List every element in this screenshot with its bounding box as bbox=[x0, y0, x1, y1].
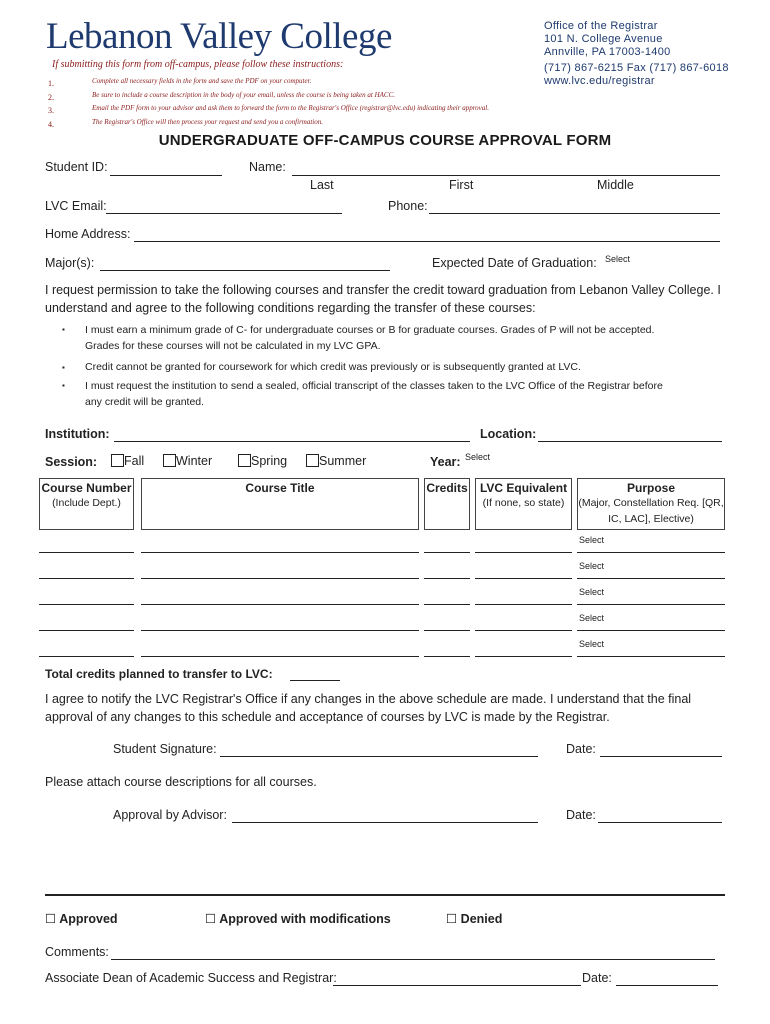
course-title-header bbox=[141, 478, 419, 530]
location-label: Location: bbox=[480, 427, 537, 441]
total-credits-field[interactable] bbox=[290, 680, 340, 681]
checkbox-icon[interactable] bbox=[306, 454, 319, 467]
session-option-label: Fall bbox=[124, 454, 145, 468]
signature-date-field[interactable] bbox=[600, 756, 722, 757]
session-option-label: Summer bbox=[319, 454, 367, 468]
instruction-number: 4. bbox=[48, 120, 54, 129]
dean-signature-field[interactable] bbox=[333, 985, 581, 986]
table-row bbox=[0, 587, 770, 628]
name-field[interactable] bbox=[292, 175, 720, 176]
course-title-field[interactable] bbox=[141, 578, 419, 579]
course-number-header-label: Course Number bbox=[41, 481, 132, 495]
course-number-field[interactable] bbox=[39, 578, 134, 579]
advisor-date-field[interactable] bbox=[598, 822, 722, 823]
course-title-field[interactable] bbox=[141, 552, 419, 553]
student-signature-field[interactable] bbox=[220, 756, 538, 757]
session-option-label: Spring bbox=[251, 454, 288, 468]
name-middle-caption: Middle bbox=[597, 178, 634, 192]
session-label: Session: bbox=[45, 455, 98, 469]
instruction-number: 1. bbox=[48, 79, 54, 88]
bullet-icon: ▪ bbox=[62, 325, 65, 334]
year-select[interactable]: Select bbox=[465, 452, 491, 462]
office-line: 101 N. College Avenue bbox=[544, 33, 663, 45]
registrar-office-address bbox=[544, 20, 729, 88]
session-option-label: Winter bbox=[176, 454, 213, 468]
student-signature-label: Student Signature: bbox=[113, 742, 217, 756]
dean-signature-label: Associate Dean of Academic Success and Registrar: bbox=[45, 971, 337, 985]
course-number-field[interactable] bbox=[39, 552, 134, 553]
request-paragraph: I request permission to take the following courses and transfer the credit toward graduation from Lebanon Valley College. I understand and agree to the following conditions regarding the transfer of these courses: bbox=[45, 283, 721, 315]
session-fall-option[interactable] bbox=[111, 454, 144, 468]
course-number-field[interactable] bbox=[39, 604, 134, 605]
section-divider bbox=[45, 894, 725, 896]
credits-field[interactable] bbox=[424, 578, 470, 579]
credits-header-label: Credits bbox=[426, 481, 468, 495]
instruction-text: Email the PDF form to your advisor and ask them to forward the form to the Registrar's Office (registrar@lvc.edu) indicating their approval. bbox=[92, 104, 489, 112]
course-number-field[interactable] bbox=[39, 656, 134, 657]
course-title-field[interactable] bbox=[141, 604, 419, 605]
purpose-field[interactable] bbox=[577, 656, 725, 657]
lvc-equivalent-field[interactable] bbox=[475, 604, 572, 605]
signature-date-label: Date: bbox=[566, 742, 596, 756]
bullet-icon: ▪ bbox=[62, 381, 65, 390]
condition-text: I must request the institution to send a sealed, official transcript of the classes taken to the LVC Office of the Registrar before any credit will be granted. bbox=[85, 380, 663, 408]
purpose-header bbox=[577, 478, 725, 530]
instruction-text: The Registrar's Office will then process your request and send you a confirmation. bbox=[92, 118, 323, 126]
phone-label: Phone: bbox=[388, 199, 428, 213]
bullet-icon: ▪ bbox=[62, 363, 65, 372]
lvc-equivalent-header-label: LVC Equivalent bbox=[479, 481, 568, 495]
email-field[interactable] bbox=[106, 213, 342, 214]
instruction-number: 2. bbox=[48, 93, 54, 102]
course-title-field[interactable] bbox=[141, 630, 419, 631]
form-title: UNDERGRADUATE OFF-CAMPUS COURSE APPROVAL FORM bbox=[158, 132, 612, 149]
checkbox-icon[interactable] bbox=[238, 454, 251, 467]
session-spring-option[interactable] bbox=[238, 454, 287, 468]
credits-field[interactable] bbox=[424, 630, 470, 631]
course-number-header bbox=[39, 478, 134, 530]
email-label: LVC Email: bbox=[45, 199, 107, 213]
agreement-paragraph: I agree to notify the LVC Registrar's Office if any changes in the above schedule are made. I understand that the final approval of any changes to this schedule and acceptance of courses by LVC is made by the Registrar. bbox=[45, 692, 692, 724]
purpose-header-label: Purpose bbox=[626, 481, 675, 495]
name-label: Name: bbox=[249, 160, 286, 174]
course-title-header-label: Course Title bbox=[245, 481, 315, 495]
course-number-header-sub: (Include Dept.) bbox=[52, 497, 121, 509]
purpose-header-sub: (Major, Constellation Req. [QR, IC, LAC], Elective) bbox=[578, 497, 724, 525]
lvc-equivalent-field[interactable] bbox=[475, 578, 572, 579]
comments-field[interactable] bbox=[111, 959, 715, 960]
purpose-select[interactable]: Select bbox=[579, 561, 605, 571]
course-title-field[interactable] bbox=[141, 656, 419, 657]
purpose-select[interactable]: Select bbox=[579, 639, 605, 649]
purpose-field[interactable] bbox=[577, 604, 725, 605]
office-line: Office of the Registrar bbox=[544, 20, 658, 32]
table-row bbox=[0, 613, 770, 654]
lvc-equivalent-header-sub: (If none, so state) bbox=[482, 497, 565, 509]
location-field[interactable] bbox=[538, 441, 722, 442]
advisor-approval-label: Approval by Advisor: bbox=[113, 808, 227, 822]
student-id-field[interactable] bbox=[110, 175, 222, 176]
majors-field[interactable] bbox=[100, 270, 390, 271]
purpose-field[interactable] bbox=[577, 578, 725, 579]
advisor-date-label: Date: bbox=[566, 808, 596, 822]
name-last-caption: Last bbox=[310, 178, 334, 192]
course-number-field[interactable] bbox=[39, 630, 134, 631]
credits-header bbox=[424, 478, 470, 530]
dean-date-field[interactable] bbox=[616, 985, 718, 986]
credits-field[interactable] bbox=[424, 656, 470, 657]
office-phone: (717) 867-6215 Fax (717) 867-6018 bbox=[544, 62, 729, 74]
office-line: Annville, PA 17003-1400 bbox=[544, 46, 671, 58]
lvc-equivalent-field[interactable] bbox=[475, 630, 572, 631]
comments-label: Comments: bbox=[45, 945, 109, 959]
instruction-text: Complete all necessary fields in the form and save the PDF on your computer. bbox=[92, 77, 312, 85]
college-logo: Lebanon Valley College bbox=[46, 16, 392, 57]
condition-text: I must earn a minimum grade of C- for undergraduate courses or B for graduate courses. Grades of P will not be accepted. Grades for these courses will not be calculated in my LVC GPA. bbox=[85, 324, 655, 352]
student-id-label: Student ID: bbox=[45, 160, 108, 174]
office-website[interactable]: www.lvc.edu/registrar bbox=[544, 75, 655, 87]
credits-field[interactable] bbox=[424, 604, 470, 605]
institution-field[interactable] bbox=[114, 441, 470, 442]
dean-date-label: Date: bbox=[582, 971, 612, 985]
purpose-select[interactable]: Select bbox=[579, 535, 605, 545]
year-label: Year: bbox=[430, 455, 461, 469]
address-field[interactable] bbox=[134, 241, 720, 242]
session-winter-option[interactable] bbox=[163, 454, 212, 468]
purpose-select[interactable]: Select bbox=[579, 613, 605, 623]
lvc-equivalent-field[interactable] bbox=[475, 656, 572, 657]
graduation-label: Expected Date of Graduation: bbox=[432, 256, 597, 270]
condition-text: Credit cannot be granted for coursework for which credit was previously or is subsequently granted at LVC. bbox=[85, 361, 581, 373]
name-first-caption: First bbox=[449, 178, 474, 192]
phone-field[interactable] bbox=[429, 213, 720, 214]
attach-descriptions-note: Please attach course descriptions for all courses. bbox=[45, 775, 317, 789]
instruction-number: 3. bbox=[48, 106, 54, 115]
majors-label: Major(s): bbox=[45, 256, 95, 270]
graduation-date-select[interactable]: Select bbox=[605, 254, 631, 264]
purpose-select[interactable]: Select bbox=[579, 587, 605, 597]
checkbox-icon[interactable] bbox=[163, 454, 176, 467]
advisor-approval-field[interactable] bbox=[232, 822, 538, 823]
approved-option[interactable]: ☐ Approved bbox=[45, 912, 118, 926]
address-label: Home Address: bbox=[45, 227, 131, 241]
purpose-field[interactable] bbox=[577, 630, 725, 631]
approved-with-modifications-option[interactable]: ☐ Approved with modifications bbox=[205, 912, 391, 926]
table-row bbox=[0, 561, 770, 602]
institution-label: Institution: bbox=[45, 427, 110, 441]
purpose-field[interactable] bbox=[577, 552, 725, 553]
total-credits-label: Total credits planned to transfer to LVC: bbox=[45, 667, 273, 681]
instructions-heading: If submitting this form from off-campus, please follow these instructions: bbox=[52, 59, 344, 70]
lvc-equivalent-field[interactable] bbox=[475, 552, 572, 553]
denied-option[interactable]: ☐ Denied bbox=[446, 912, 503, 926]
checkbox-icon[interactable] bbox=[111, 454, 124, 467]
lvc-equivalent-header bbox=[475, 478, 572, 530]
session-summer-option[interactable] bbox=[306, 454, 366, 468]
table-row bbox=[0, 535, 770, 576]
credits-field[interactable] bbox=[424, 552, 470, 553]
instruction-text: Be sure to include a course description in the body of your email, unless the course is being taken at HACC. bbox=[92, 91, 396, 99]
